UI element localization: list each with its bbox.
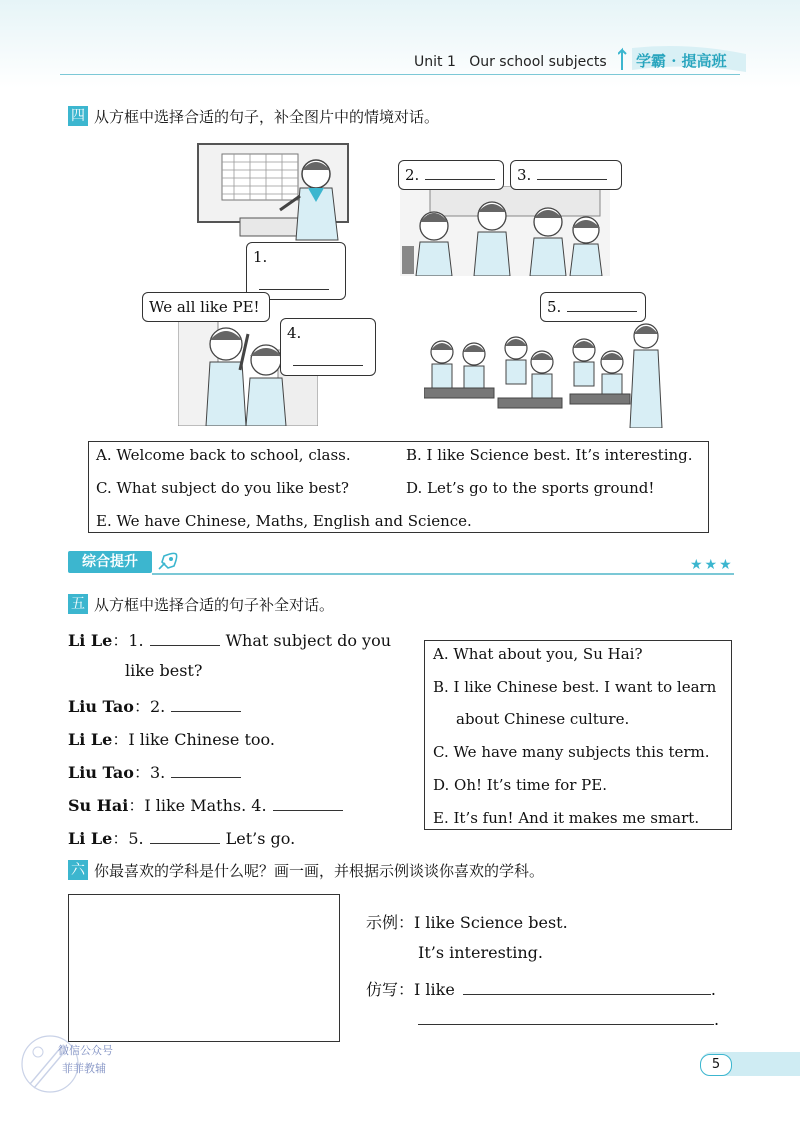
write-line-2: . xyxy=(418,1010,719,1029)
unit-title: Unit 1 Our school subjects xyxy=(414,54,607,70)
dialogue-blank-5[interactable] xyxy=(150,829,220,844)
dialogue-blank-4[interactable] xyxy=(273,796,343,811)
option-e: E. We have Chinese, Maths, English and Science. xyxy=(96,512,472,530)
brand-title: 学霸 · 提高班 xyxy=(636,52,727,70)
s5-option-d: D. Oh! It’s time for PE. xyxy=(433,776,607,794)
page-number: 5 xyxy=(700,1054,732,1076)
illustration-classroom xyxy=(424,322,664,428)
dialogue-line-4: Liu Tao：3. xyxy=(68,760,247,783)
dialogue-line-3: Li Le：I like Chinese too. xyxy=(68,730,275,749)
section-5-badge: 五 xyxy=(68,594,88,614)
option-a: A. Welcome back to school, class. xyxy=(96,446,351,464)
dialogue-line-1: Li Le：1. What subject do you xyxy=(68,631,392,650)
divider-title: 综合提升 xyxy=(68,551,152,573)
drawing-area[interactable] xyxy=(68,894,340,1042)
s5-option-a: A. What about you, Su Hai? xyxy=(433,645,643,663)
speech-bubble-1: 1. xyxy=(246,242,346,300)
speech-bubble-we-like-pe: We all like PE! xyxy=(142,292,270,322)
difficulty-stars: ★★★ xyxy=(690,557,734,573)
s5-option-b: B. I like Chinese best. I want to learn xyxy=(433,678,717,696)
answer-blank-4[interactable] xyxy=(293,351,363,366)
s5-option-e: E. It’s fun! And it makes me smart. xyxy=(433,809,700,827)
speech-bubble-5: 5. xyxy=(540,292,646,322)
option-b: B. I like Science best. It’s interesting. xyxy=(406,446,693,464)
dialogue-line-1-cont: like best? xyxy=(125,661,203,680)
speech-bubble-2: 2. xyxy=(398,160,504,190)
rocket-icon xyxy=(156,552,178,572)
section-4-instruction: 从方框中选择合适的句子，补全图片中的情境对话。 xyxy=(94,108,440,126)
dialogue-blank-2[interactable] xyxy=(171,697,241,712)
dialogue-line-6: Li Le：5. Let’s go. xyxy=(68,829,296,848)
divider-line xyxy=(152,573,734,575)
s5-option-c: C. We have many subjects this term. xyxy=(433,743,710,761)
watermark-line-2: 菲菲教辅 xyxy=(62,1062,106,1075)
dialogue-blank-3[interactable] xyxy=(171,763,241,778)
speech-bubble-4: 4. xyxy=(280,318,376,376)
write-blank-1[interactable] xyxy=(463,994,711,995)
section-5-options-box xyxy=(424,640,732,830)
answer-blank-5[interactable] xyxy=(567,297,637,312)
section-6-badge: 六 xyxy=(68,860,88,880)
dialogue-line-2: Liu Tao：2. xyxy=(68,694,247,717)
dialogue-blank-1[interactable] xyxy=(150,631,220,646)
watermark-line-1: 微信公众号 xyxy=(58,1044,113,1057)
answer-blank-3[interactable] xyxy=(537,165,607,180)
section-6-instruction: 你最喜欢的学科是什么呢？画一画，并根据示例谈谈你喜欢的学科。 xyxy=(94,862,545,880)
dialogue-line-5: Su Hai：I like Maths. 4. xyxy=(68,793,349,816)
section-4-badge: 四 xyxy=(68,106,88,126)
write-line-1: 仿写：I like . xyxy=(366,980,716,999)
example-line-1: 示例：I like Science best. xyxy=(366,913,568,932)
answer-blank-2[interactable] xyxy=(425,165,495,180)
answer-blank-1[interactable] xyxy=(259,275,329,290)
section-5-instruction: 从方框中选择合适的句子补全对话。 xyxy=(94,596,335,614)
speech-bubble-3: 3. xyxy=(510,160,622,190)
option-c: C. What subject do you like best? xyxy=(96,479,349,497)
header-rule xyxy=(60,74,740,75)
illustration-four-students xyxy=(400,186,610,276)
s5-option-b-cont: about Chinese culture. xyxy=(456,710,630,728)
option-d: D. Let’s go to the sports ground! xyxy=(406,479,655,497)
example-line-2: It’s interesting. xyxy=(418,943,543,962)
write-blank-2[interactable] xyxy=(418,1024,714,1025)
